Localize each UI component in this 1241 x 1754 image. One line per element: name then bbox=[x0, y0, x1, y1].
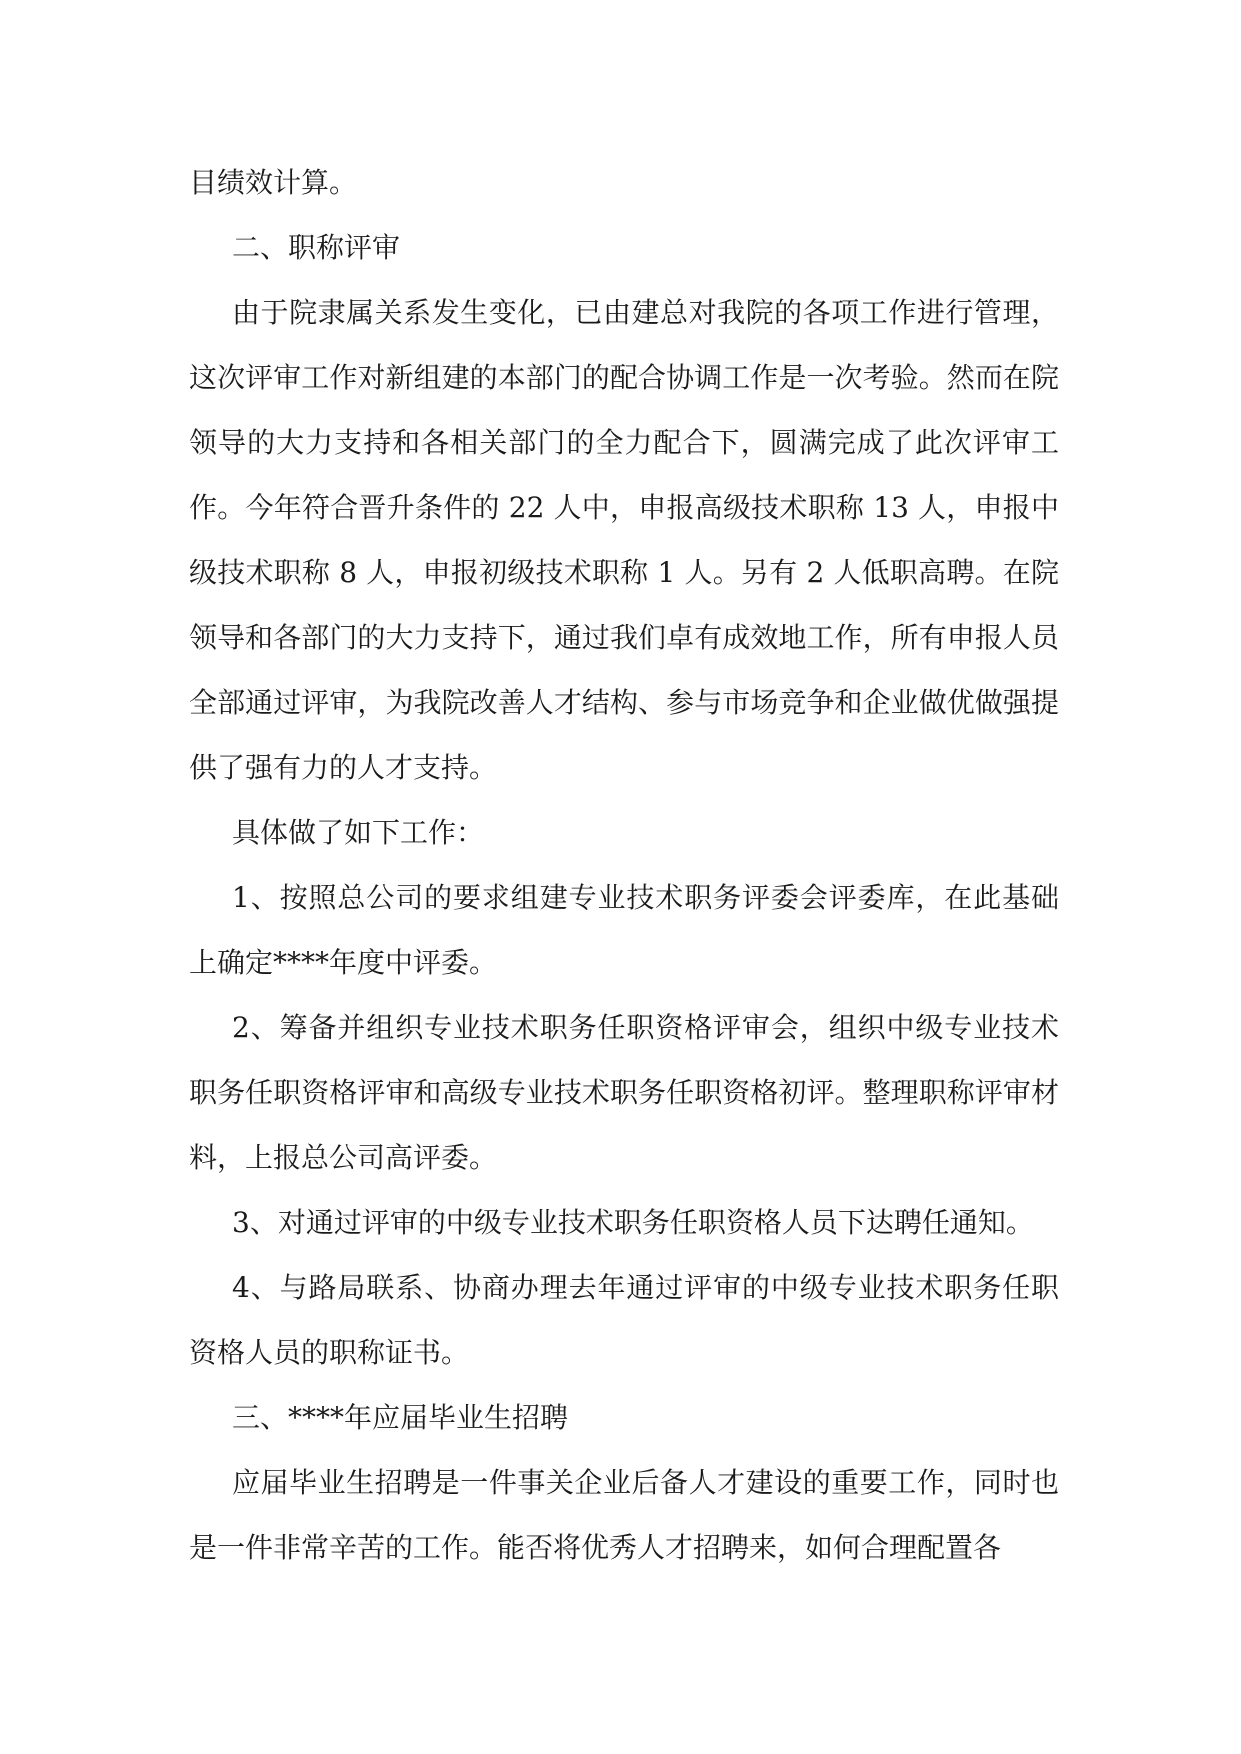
document-body bbox=[189, 150, 1059, 1580]
list-item-3: 3、对通过评审的中级专业技术职务任职资格人员下达聘任通知。 bbox=[232, 1206, 1034, 1239]
paragraph-work-intro: 具体做了如下工作： bbox=[232, 816, 485, 849]
list-item-4: 4、与路局联系、协商办理去年通过评审的中级专业技术职务任职资格人员的职称证书。 bbox=[189, 1271, 1059, 1369]
section-heading-title-review: 二、职称评审 bbox=[232, 231, 401, 264]
paragraph-title-review-body: 由于院隶属关系发生变化，已由建总对我院的各项工作进行管理，这次评审工作对新组建的本部门的配合协调工作是一次考验。然而在院领导的大力支持和各相关部门的全力配合下，圆满完成了此次评审工作。今年符合晋升条件的 22 人中，申报高级技术职称 13 人，申报中级技术职称 8 人，申报初级技术职称 1 人。另有 2 人低职高聘。在院领导和各部门的大力支持下，通过我们卓有成效地工作，所有申报人员全部通过评审，为我院改善人才结构、参与市场竞争和企业做优做强提供了强有力的人才支持。 bbox=[189, 296, 1059, 784]
section-heading-graduate-recruitment: 三、****年应届毕业生招聘 bbox=[232, 1401, 569, 1434]
paragraph-recruitment-body: 应届毕业生招聘是一件事关企业后备人才建设的重要工作，同时也是一件非常辛苦的工作。能否将优秀人才招聘来，如何合理配置各 bbox=[189, 1466, 1059, 1564]
paragraph-continuation: 目绩效计算。 bbox=[189, 166, 358, 199]
list-item-2: 2、筹备并组织专业技术职务任职资格评审会，组织中级专业技术职务任职资格评审和高级专业技术职务任职资格初评。整理职称评审材料，上报总公司高评委。 bbox=[189, 1011, 1059, 1174]
list-item-1: 1、按照总公司的要求组建专业技术职务评委会评委库，在此基础上确定****年度中评委。 bbox=[189, 881, 1059, 979]
